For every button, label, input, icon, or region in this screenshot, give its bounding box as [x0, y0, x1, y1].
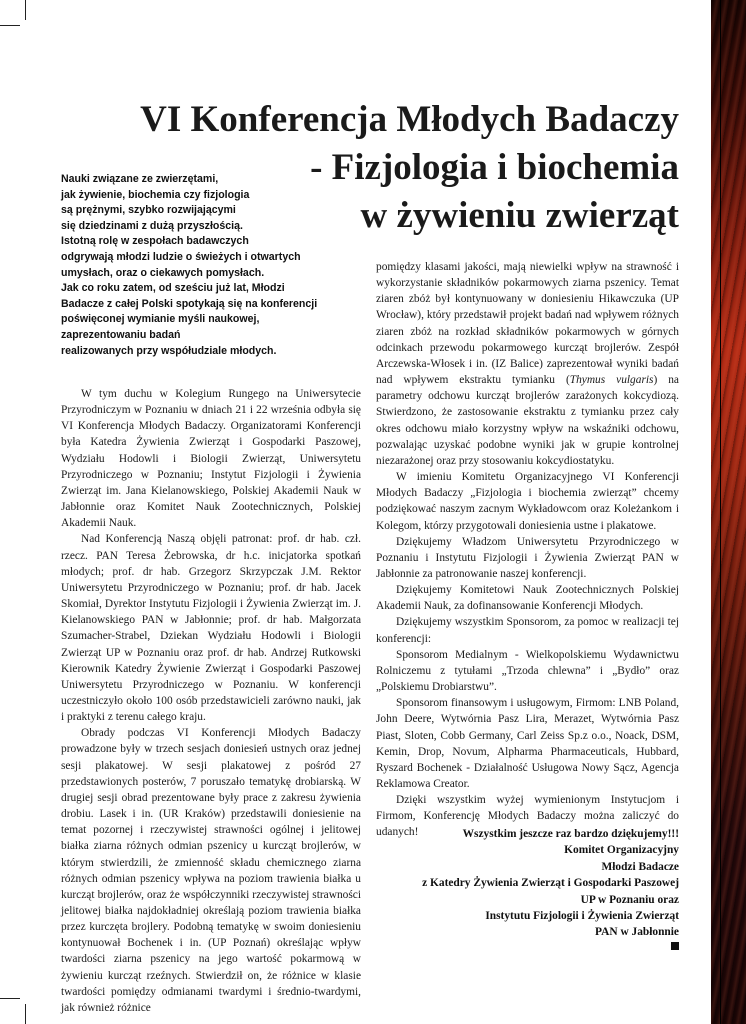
- lead-line: są prężnymi, szybko rozwijającymi: [61, 204, 236, 217]
- body-paragraph: Dziękujemy Komitetowi Nauk Zootechnicznych Polskiej Akademii Nauk, za dofinansowanie Konferencji Młodych.: [376, 584, 679, 613]
- lead-line: umysłach, oraz o ciekawych pomysłach.: [61, 266, 265, 279]
- article-lead: [61, 172, 331, 359]
- lead-line: się dziedzinami z dużą przyszłością.: [61, 219, 243, 232]
- body-paragraph: Obrady podczas VI Konferencji Młodych Badaczy prowadzone były w trzech sesjach doniesień ustnych oraz jednej sesji plakatowej. W sesji plakatowej z pośród 27 przedstawionych posterów, 7 poruszało tematykę drobiarską. W drugiej sesji obrad prezentowane były prace z zakresu żywienia drobiu. Lasek i in. (UR Kraków) przedstawili doniesienie na temat pozornej i rzeczywistej strawności ogólnej i jelitowej białka ziarna różnych odmian pszenicy u kurcząt brojlerów, w którym stwierdzili, że zmienność składu chemicznego ziarna różnych odmian pszenicy wpływa na poziom trawienia białka u kurcząt brojlerów, oraz że współczynniki rzeczywistej strawności jelitowej białka najdokładniej określają poziom trawienia białka przez kurczęta brojlery. Podobną tematykę w swoim doniesieniu kontynuował Bochenek i in. (UP Poznań) określając wpływ twardości ziarna pszenicy na jego wartość pokarmową w żywieniu kurcząt rzeźnych. Stwierdził on, że różnice w klasie twardości pomiędzy odmianami twardymi i średnio-twardymi, jak również różnice: [61, 727, 361, 1014]
- lead-line: Badacze z całej Polski spotykają się na konferencji: [61, 297, 318, 310]
- body-paragraph: Dzięki wszystkim wyżej wymienionym Instytucjom i Firmom, Konferencję Młodych Badaczy można zaliczyć do udanych!: [376, 794, 679, 839]
- lead-line: poświęconej wymianie myśli naukowej,: [61, 313, 260, 326]
- body-paragraph: Nad Konferencją Naszą objęli patronat: prof. dr hab. czł. rzecz. PAN Teresa Żebrowska, dr h.c. inicjatorka spotkań młodych; prof. dr hab. Grzegorz Skrzypczak J.M. Rektor Uniwersytetu Przyrodniczego w Poznaniu; prof. dr hab. Jacek Skomiał, Dyrektor Instytutu Fizjologii i Żywienia Zwierząt im. J. Kielanowskiego PAN w Jabłonnie; prof. dr hab. Małgorzata Szumacher-Strabel, Dziekan Wydziału Hodowli i Biologii Zwierząt UP w Poznaniu oraz prof. dr hab. Andrzej Rutkowski Kierownik Katedry Żywienie Zwierząt i Gospodarki Paszowej Uniwersytetu Przyrodniczego w Poznaniu. W konferencji uczestniczyło około 100 osób przedstawicieli zarówno nauki, jak i praktyki z terenu całego kraju.: [61, 533, 361, 724]
- end-of-article-square: [671, 942, 679, 950]
- decorative-red-edge: [711, 0, 746, 1024]
- trim-line: [720, 0, 721, 1024]
- body-paragraph: W imieniu Komitetu Organizacyjnego VI Konferencji Młodych Badaczy „Fizjologia i biochemia zwierząt” chcemy podziękować naszym zacnym Wykładowcom oraz Koleżankom i Kolegom, którzy przygotowali doniesienia ustne i plakatowe.: [376, 471, 679, 532]
- crop-mark: [0, 25, 20, 26]
- signature-line: Komitet Organizacyjny: [564, 844, 679, 857]
- species-name: Thymus vulgaris: [569, 374, 654, 387]
- body-paragraph: Sponsorom finansowym i usługowym, Firmom: LNB Poland, John Deere, Wytwórnia Pasz Lira, Merazet, Wytwórnia Pasz Piast, Sloten, Cobb Germany, Carl Zeiss Sp.z o.o., Noack, DSM, Kemin, Drop, Novum, Alpharma Pharmaceuticals, Hubbard, Ryszard Bochenek - Działalność Usługowa Nowy Sącz, Agencja Reklamowa Creator.: [376, 697, 679, 790]
- lead-line: Nauki związane ze zwierzętami,: [61, 173, 219, 185]
- signature-line: Instytutu Fizjologii i Żywienia Zwierząt: [485, 910, 679, 923]
- lead-line: realizowanych przy współudziale młodych.: [61, 344, 277, 357]
- paragraph-text: ) na parametry odchowu kurcząt brojlerów zarażonych kokcydiozą. Stwierdzono, że zastosowanie ekstraktu z tymianku przez cały okres odchowu miało korzystny wpływ na wskaźniki odchowu, pozwalając uzyskać podobne wyniki jak w grupie kontrolnej niezarażonej oraz przy stosowaniu kokcydiostatyku.: [376, 374, 679, 467]
- signature-line: z Katedry Żywienia Zwierząt i Gospodarki Paszowej: [422, 877, 679, 890]
- signature-line: UP w Poznaniu oraz: [580, 893, 679, 906]
- title-line: w żywieniu zwierząt: [360, 195, 679, 236]
- body-column-right: [376, 259, 679, 841]
- lead-line: Istotną rolę w zespołach badawczych: [61, 235, 249, 248]
- paragraph-text: pomiędzy klasami jakości, mają niewielki wpływ na strawność i wykorzystanie składników pokarmowych ziarna pszenicy. Temat ziaren zbóż był kontynuowany w doniesieniu Hikawczuka (UP Wrocław), który przedstawił projekt badań nad wpływem różnych ziaren zbóż na rozkład składników pokarmowych w górnych odcinkach przewodu pokarmowego kurcząt brojlerów. Zespół Arczewska-Włosek i in. (IZ Balice) zaprezentował wyniki badań nad wpływem ekstraktu tymianku (: [376, 261, 679, 387]
- body-paragraph: [376, 259, 679, 469]
- signature-block: [379, 826, 679, 941]
- signature-line: Młodzi Badacze: [601, 860, 679, 873]
- signature-line: PAN w Jabłonnie: [595, 926, 679, 939]
- title-line: VI Konferencja Młodych Badaczy: [140, 99, 679, 140]
- lead-line: odgrywają młodzi ludzie o świeżych i otwartych: [61, 250, 301, 263]
- crop-mark: [0, 998, 20, 999]
- body-paragraph: Dziękujemy wszystkim Sponsorom, za pomoc w realizacji tej konferencji:: [376, 616, 679, 645]
- signature-line: Wszystkim jeszcze raz bardzo dziękujemy!!!: [462, 828, 679, 840]
- lead-line: zaprezentowaniu badań: [61, 328, 181, 341]
- body-paragraph: Sponsorom Medialnym - Wielkopolskiemu Wydawnictwu Rolniczemu z tytułami „Trzoda chlewna” i „Bydło” oraz „Polskiemu Drobiarstwu”.: [376, 648, 679, 694]
- crop-mark: [25, 0, 26, 20]
- body-paragraph: Dziękujemy Władzom Uniwersytetu Przyrodniczego w Poznaniu i Instytutu Fizjologii i Żywienia Zwierząt PAN w Jabłonnie za patronowanie naszej konferencji.: [376, 535, 679, 580]
- title-line: - Fizjologia i biochemia: [310, 147, 679, 188]
- lead-line: jak żywienie, biochemia czy fizjologia: [61, 188, 250, 201]
- body-paragraph: W tym duchu w Kolegium Rungego na Uniwersytecie Przyrodniczym w Poznaniu w dniach 21 i 22 września odbyła się VI Konferencja Młodych Badaczy. Organizatorami Konferencji była Katedra Żywienia Zwierząt i Gospodarki Paszowej, Wydziału Hodowli i Biologii Zwierząt, Uniwersytetu Przyrodniczego w Poznaniu; Instytut Fizjologii i Żywienia Zwierząt im. Jana Kielanowskiego, Polskiej Akademii Nauk w Jabłonnie oraz Komitet Nauk Zootechnicznych, Polskiej Akademii Nauk.: [61, 388, 361, 530]
- body-column-left: [61, 386, 361, 1016]
- crop-mark: [25, 1004, 26, 1024]
- lead-line: Jak co roku zatem, od sześciu już lat, Młodzi: [61, 282, 285, 295]
